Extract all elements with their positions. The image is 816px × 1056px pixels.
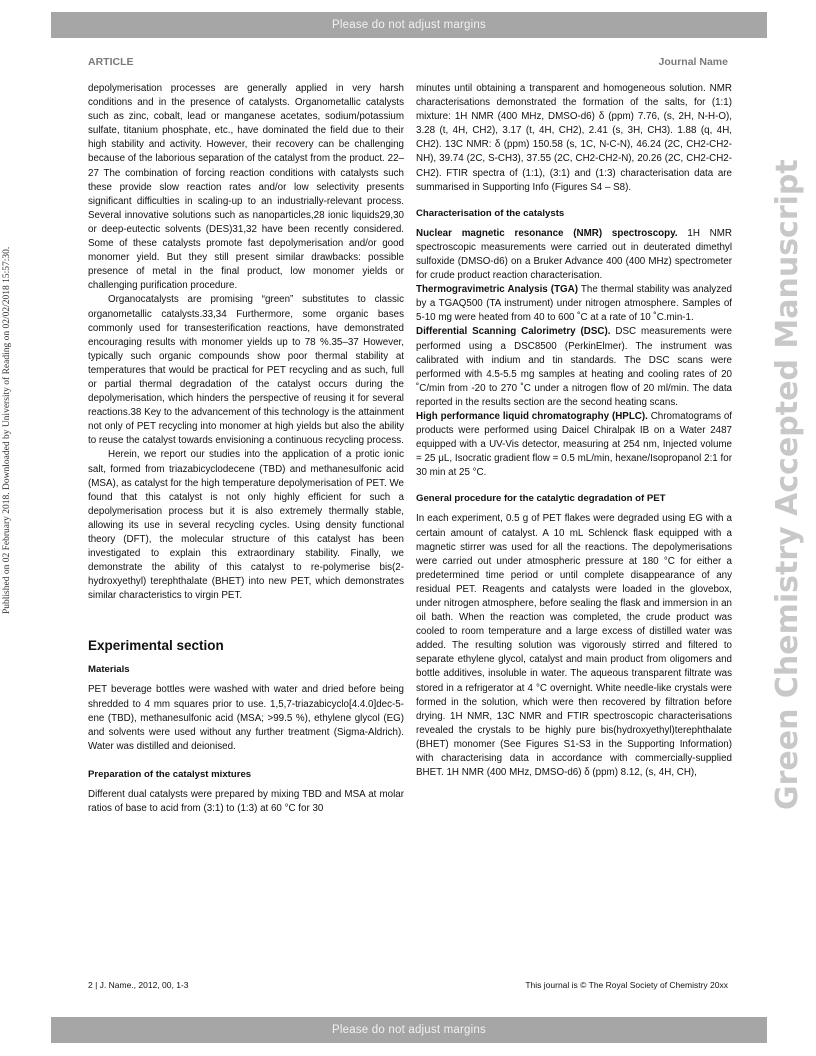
hplc-text: Chromatograms of products were performed using Daicel Chiralpak IB on a Water 2487 equipped with a UV-Vis detector, measuring at 254 nm, Injected volume = 25 μL, Isocratic gradient flow = 0.5 mL/min, hexane/Isopropanol 2:1 for 30 min at 25 °C. — [416, 410, 732, 479]
left-column — [88, 82, 404, 816]
footer-left: 2 | J. Name., 2012, 00, 1-3 — [88, 980, 189, 990]
nmr-lead: Nuclear magnetic resonance (NMR) spectroscopy. — [416, 227, 678, 239]
margin-banner-top: Please do not adjust margins — [51, 12, 767, 38]
paragraph: Herein, we report our studies into the application of a protic ionic salt, formed from triazabicyclodecene (TBD) and methanesulfonic acid (MSA), as catalyst for the high temperature depolymerisation of PET. We found that this catalyst is not only highly efficient for such a depolymerisation process but it is also extremely thermally stable, allowing its use in several recycling cycles. Using density functional theory (DFT), the molecular structure of this catalyst has been investigated to explain this extraordinary stability. Finally, we demonstrate the ability of this catalyst to re-polymerise bis(2-hydroxyethyl) terephthalate (BHET) into new PET, which demonstrates similar characteristics to virgin PET. — [88, 449, 404, 602]
paragraph: depolymerisation processes are generally applied in very harsh conditions and in the presence of catalysts. Organometallic catalysts such as zinc, cobalt, lead or manganese acetates, sodium/potassium sulfate, titanium phosphate, etc., have dominated the field due to their high stability and activity. However, their recovery can be challenging because of the laborious separation of the catalyst from the product. 22–27 The combination of forcing reaction conditions with catalysts such these provide slow reaction rates and/or low selectivity presents significant difficulties in scaling-up to an industrially-relevant process. Several innovative solutions such as nanoparticles,28 ionic liquids29,30 or deep-eutectic solvents (DES)31,32 have been recently considered. Some of these catalysts promote fast depolymerisation and/or good monomer yield. But they still present similar drawbacks: possible presence of metal in the final product, low monomer yields or challenging purification procedure. — [88, 83, 404, 292]
subsection-heading: Characterisation of the catalysts — [416, 207, 565, 219]
footer-right: This journal is © The Royal Society of Chemistry 20xx — [525, 980, 728, 990]
tga-lead: Thermogravimetric Analysis (TGA) — [416, 284, 579, 296]
accepted-manuscript-watermark: Green Chemistry Accepted Manuscript — [770, 159, 805, 810]
paragraph: Organocatalysts are promising “green” substitutes to classic organometallic catalysts.33,34 Furthermore, some organic bases commonly used for transesterification reactions, have demonstrated encouraging results with monomer yields up to 78 %.35–37 However, typically such organic compounds show poor thermal stability at temperatures that would be practical for PET recycling and as such, full or partial thermal degradation of the catalyst occurs during the depolymerisation, which hinders the perspective of reusing it for several reactions.38 Key to the advancement of this technology is the attainment not only of PET recycling into monomer at high yields but also the ability to reuse the catalyst towards envisioning a continuous recycling process. — [88, 294, 404, 447]
section-heading: Experimental section — [88, 638, 224, 654]
running-header-right: Journal Name — [658, 56, 728, 68]
subsection-heading: Materials — [88, 664, 130, 676]
subsection-heading: General procedure for the catalytic degradation of PET — [416, 493, 666, 505]
hplc-lead: High performance liquid chromatography (HPLC). — [416, 410, 648, 422]
paragraph: Different dual catalysts were prepared by mixing TBD and MSA at molar ratios of base to acid from (3:1) to (1:3) at 60 °C for 30 — [88, 788, 404, 815]
nmr-paragraph — [416, 227, 732, 283]
running-header-left: ARTICLE — [88, 56, 134, 68]
subsection-heading: Preparation of the catalyst mixtures — [88, 768, 252, 780]
paragraph: PET beverage bottles were washed with water and dried before being shredded to 4 mm squares prior to use. 1,5,7-triazabicyclo[4.4.0]dec-5-ene (TBD), methanesulfonic acid (MSA; >99.5 %), ethylene glycol (EG) and solvents were used without any further treatment (Sigma-Aldrich). Water was distilled and deionised. — [88, 684, 404, 752]
dsc-text: DSC measurements were performed using a DSC8500 (PerkinElmer). The instrument was calibrated with indium and tin standards. The DSC scans were performed with 4.5-5.5 mg samples at heating and cooling rates of 20 ˚C/min from -20 to 270 ˚C under a nitrogen flow of 20 ml/min. The data reported in the results section are the second heating scans. — [416, 326, 732, 408]
tga-paragraph — [416, 283, 732, 325]
right-column — [416, 82, 732, 780]
publication-stamp: Published on 02 February 2018. Downloaded by University of Reading on 02/02/2018 15:57:30. — [2, 246, 12, 614]
hplc-paragraph — [416, 410, 732, 480]
tga-text: The thermal stability was analyzed by a TGAQ500 (TA instrument) under nitrogen atmosphere. Samples of 5-10 mg were heated from 40 to 600 ˚C at a rate of 10 ˚C.min-1. — [416, 284, 732, 324]
paragraph: minutes until obtaining a transparent and homogeneous solution. NMR characterisations demonstrated the formation of the salts, for (1:1) mixture: 1H NMR (400 MHz, DMSO-d6) δ (ppm) 7.76, (s, 2H, N-H-O), 3.28 (t, 4H, CH2), 3.17 (t, 4H, CH2), 2.41 (s, 3H, CH3). 1.88 (q, 4H, CH2). 13C NMR: δ (ppm) 150.58 (s, 1C, N-C-N), 46.24 (2C, CH2-CH2-NH), 39.74 (2C, S-CH3), 37.55 (2C, CH2-CH2-N), 20.26 (2C, CH2-CH2-CH2). FTIR spectra of (1:1), (3:1) and (1:3) characterisation data are summarised in Supporting Info (Figures S4 – S8). — [416, 83, 732, 193]
dsc-paragraph — [416, 325, 732, 410]
nmr-text: 1H NMR spectroscopic measurements were carried out in deuterated dimethyl sulfoxide (DMSO-d6) on a Bruker Advance 400 (400 MHz) spectrometer for crude product reaction characterisation. — [416, 227, 732, 282]
paragraph: In each experiment, 0.5 g of PET flakes were degraded using EG with a certain amount of catalyst. A 10 mL Schlenck flask equipped with a magnetic stirrer was used for all the reactions. The depolymerisations were carried out under atmospheric pressure at 180 °C for either a predetermined time period or until complete disappearance of any residual PET. Reagents and catalysts were loaded in the glovebox, under nitrogen atmosphere, before sealing the flask and immersion in an oil bath. When the reaction was completed, the crude product was cooled to room temperature and a large excess of distilled water was added. The resulting solution was vigorously stirred and filtered to separate ethylene glycol, catalyst and main product from oligomers and bottle additives, insoluble in water. The aqueous transparent filtrate was stored in a refrigerator at 4 °C overnight. White needle-like crystals were formed in the solution, which were then recovered by filtration before drying. 1H NMR, 13C NMR and FTIR spectroscopic characterisations revealed the crystals to be highly pure bis(hydroxyethyl)terephthalate (BHET) monomer (See Figures S1-S3 in the Supporting Information) with characterising data in accordance with commercially-supplied BHET. 1H NMR (400 MHz, DMSO-d6) δ (ppm) 8.12, (s, 4H, CH), — [416, 513, 732, 779]
margin-banner-bottom: Please do not adjust margins — [51, 1017, 767, 1043]
dsc-lead: Differential Scanning Calorimetry (DSC). — [416, 326, 611, 338]
